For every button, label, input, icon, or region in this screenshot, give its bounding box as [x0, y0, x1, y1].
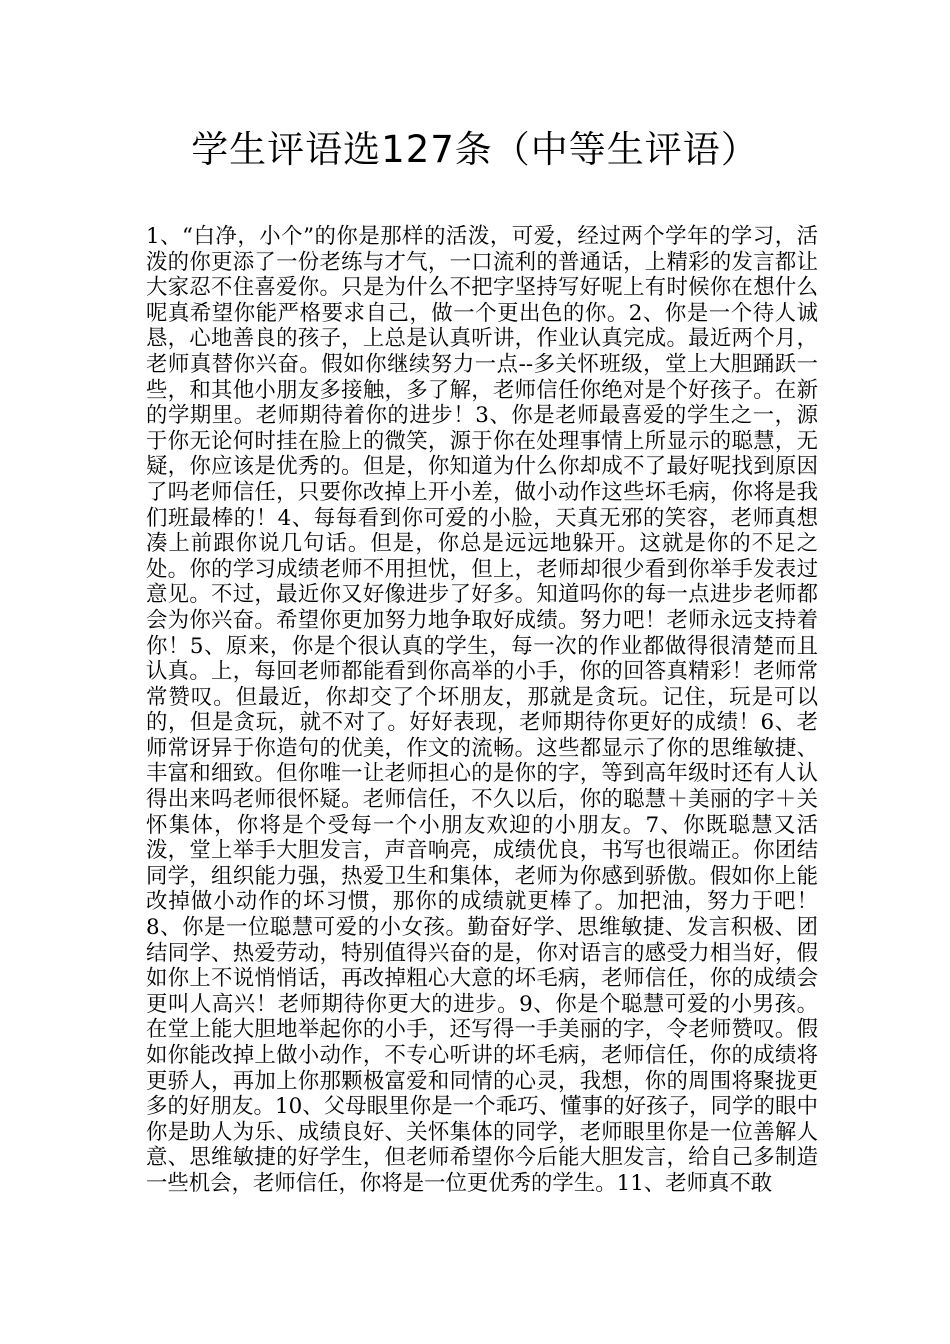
- document-title: 学生评语选127条（中等生评语）: [191, 128, 759, 171]
- document-body-paragraph: 1、“白净，小个”的你是那样的活泼，可爱，经过两个学年的学习，活泼的你更添了一份老练与才气，一口流利的普通话，上精彩的发言都让大家忍不住喜爱你。只是为什么不把字坚持写好呢上有时候你在想什么呢真希望你能严格要求自己，做一个更出色的你。2、你是一个待人诚恳，心地善良的孩子，上总是认真听讲，作业认真完成。最近两个月，老师真替你兴奋。假如你继续努力一点--多关怀班级，堂上大胆踊跃一些，和其他小朋友多接触，多了解，老师信任你绝对是个好孩子。在新的学期里。老师期待着你的进步！3、你是老师最喜爱的学生之一，源于你无论何时挂在脸上的微笑，源于你在处理事情上所显示的聪慧，无疑，你应该是优秀的。但是，你知道为什么你却成不了最好呢找到原因了吗老师信任，只要你改掉上开小差，做小动作这些坏毛病，你将是我们班最棒的！4、每每看到你可爱的小脸，天真无邪的笑容，老师真想凑上前跟你说几句话。但是，你总是远远地躲开。这就是你的不足之处。你的学习成绩老师不用担忧，但上，老师却很少看到你举手发表过意见。不过，最近你又好像进步了好多。知道吗你的每一点进步老师都会为你兴奋。希望你更加努力地争取好成绩。努力吧！老师永远支持着你！5、原来，你是个很认真的学生，每一次的作业都做得很清楚而且认真。上，每回老师都能看到你高举的小手，你的回答真精彩！老师常常赞叹。但最近，你却交了个坏朋友，那就是贪玩。记住，玩是可以的，但是贪玩，就不对了。好好表现，老师期待你更好的成绩！6、老师常讶异于你造句的优美，作文的流畅。这些都显示了你的思维敏捷、丰富和细致。但你唯一让老师担心的是你的字，等到高年级时还有人认得出来吗老师很怀疑。老师信任，不久以后，你的聪慧＋美丽的字＋关怀集体，你将是个受每一个小朋友欢迎的小朋友。7、你既聪慧又活泼，堂上举手大胆发言，声音响亮，成绩优良，书写也很端正。你团结同学，组织能力强，热爱卫生和集体，老师为你感到骄傲。假如你上能改掉做小动作的坏习惯，那你的成绩就更棒了。加把油，努力于吧！8、你是一位聪慧可爱的小女孩。勤奋好学、思维敏捷、发言积极、团结同学、热爱劳动，特别值得兴奋的是，你对语言的感受力相当好，假如你上不说悄悄话，再改掉粗心大意的坏毛病，老师信任，你的成绩会更叫人高兴！老师期待你更大的进步。9、你是个聪慧可爱的小男孩。在堂上能大胆地举起你的小手，还写得一手美丽的字，令老师赞叹。假如你能改掉上做小动作，不专心听讲的坏毛病，老师信任，你的成绩将更骄人，再加上你那颗极富爱和同情的心灵，我想，你的周围将聚拢更多的好朋友。10、父母眼里你是一个乖巧、懂事的好孩子，同学的眼中你是助人为乐、成绩良好、关怀集体的同学，老师眼里你是一位善解人意、思维敏捷的好学生，但老师希望你今后能大胆发言，给自己多制造一些机会，老师信任，你将是一位更优秀的学生。11、老师真不敢: [146, 224, 818, 1196]
